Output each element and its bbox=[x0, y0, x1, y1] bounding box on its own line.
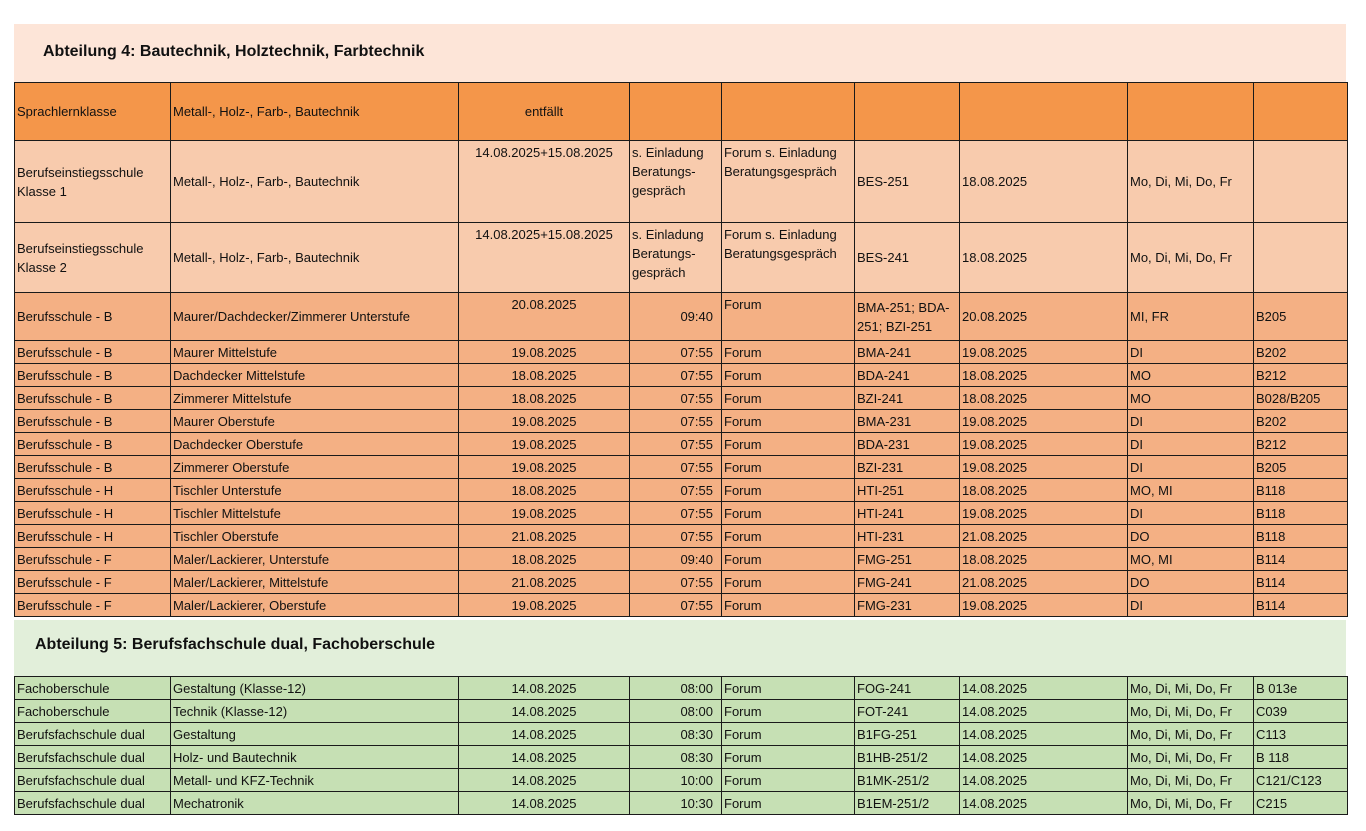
cell-col-8: DI bbox=[1128, 341, 1254, 364]
cell-col-8: Mo, Di, Mi, Do, Fr bbox=[1128, 792, 1254, 815]
cell-col-5: Forum bbox=[722, 792, 855, 815]
cell-col-6 bbox=[855, 83, 960, 141]
table-row bbox=[15, 223, 1348, 293]
cell-col-1: Berufseinstiegsschule Klasse 1 bbox=[15, 141, 171, 223]
cell-col-1: Berufsfachschule dual bbox=[15, 769, 171, 792]
cell-col-3: 14.08.2025 bbox=[459, 792, 630, 815]
cell-col-1: Berufsschule - F bbox=[15, 571, 171, 594]
cell-col-3: 19.08.2025 bbox=[459, 341, 630, 364]
cell-col-9 bbox=[1254, 141, 1348, 223]
cell-col-6: BDA-231 bbox=[855, 433, 960, 456]
cell-col-2: Tischler Unterstufe bbox=[171, 479, 459, 502]
dept5-table bbox=[14, 676, 1348, 815]
cell-col-6: BMA-251; BDA-251; BZI-251 bbox=[855, 293, 960, 341]
cell-col-4: 08:30 bbox=[630, 746, 722, 769]
cell-col-8: Mo, Di, Mi, Do, Fr bbox=[1128, 223, 1254, 293]
cell-col-8: MO, MI bbox=[1128, 479, 1254, 502]
cell-col-5: Forum bbox=[722, 548, 855, 571]
cell-col-6: FOT-241 bbox=[855, 700, 960, 723]
dept4-title: Abteilung 4: Bautechnik, Holztechnik, Farbtechnik bbox=[43, 43, 425, 60]
table-row bbox=[15, 525, 1348, 548]
table-row bbox=[15, 410, 1348, 433]
cell-col-6: HTI-231 bbox=[855, 525, 960, 548]
cell-col-7: 14.08.2025 bbox=[960, 769, 1128, 792]
cell-col-4 bbox=[630, 83, 722, 141]
cell-col-9: B114 bbox=[1254, 571, 1348, 594]
cell-col-9: C215 bbox=[1254, 792, 1348, 815]
cell-col-7: 18.08.2025 bbox=[960, 141, 1128, 223]
cell-col-6: FOG-241 bbox=[855, 677, 960, 700]
table-row bbox=[15, 571, 1348, 594]
dept4-table bbox=[14, 82, 1348, 617]
cell-col-2: Metall- und KFZ-Technik bbox=[171, 769, 459, 792]
cell-col-2: Maurer Oberstufe bbox=[171, 410, 459, 433]
table-row bbox=[15, 479, 1348, 502]
cell-col-9: B212 bbox=[1254, 364, 1348, 387]
cell-col-3: 19.08.2025 bbox=[459, 594, 630, 617]
cell-col-9: B202 bbox=[1254, 410, 1348, 433]
cell-col-7: 14.08.2025 bbox=[960, 677, 1128, 700]
cell-col-3: 18.08.2025 bbox=[459, 479, 630, 502]
cell-col-9: B114 bbox=[1254, 548, 1348, 571]
cell-col-9: B118 bbox=[1254, 479, 1348, 502]
cell-col-8: Mo, Di, Mi, Do, Fr bbox=[1128, 141, 1254, 223]
cell-col-7: 18.08.2025 bbox=[960, 223, 1128, 293]
cell-col-8 bbox=[1128, 83, 1254, 141]
cell-col-6: BZI-231 bbox=[855, 456, 960, 479]
cell-col-5: Forum bbox=[722, 341, 855, 364]
cell-col-4: 07:55 bbox=[630, 410, 722, 433]
table-row bbox=[15, 594, 1348, 617]
cell-col-4: 07:55 bbox=[630, 341, 722, 364]
table-row bbox=[15, 83, 1348, 141]
cell-col-4: 07:55 bbox=[630, 571, 722, 594]
cell-col-6: BZI-241 bbox=[855, 387, 960, 410]
cell-col-1: Fachoberschule bbox=[15, 700, 171, 723]
cell-col-1: Berufsschule - B bbox=[15, 364, 171, 387]
cell-col-3: 19.08.2025 bbox=[459, 456, 630, 479]
table-row bbox=[15, 341, 1348, 364]
cell-col-8: Mo, Di, Mi, Do, Fr bbox=[1128, 700, 1254, 723]
cell-col-6: FMG-251 bbox=[855, 548, 960, 571]
cell-col-7: 18.08.2025 bbox=[960, 548, 1128, 571]
cell-col-2: Technik (Klasse-12) bbox=[171, 700, 459, 723]
cell-col-1: Berufsschule - H bbox=[15, 525, 171, 548]
cell-col-1: Berufsfachschule dual bbox=[15, 723, 171, 746]
cell-col-9: B028/B205 bbox=[1254, 387, 1348, 410]
cell-col-9: B118 bbox=[1254, 502, 1348, 525]
cell-col-3: 14.08.2025+15.08.2025 bbox=[459, 223, 630, 293]
cell-col-1: Fachoberschule bbox=[15, 677, 171, 700]
cell-col-2: Zimmerer Oberstufe bbox=[171, 456, 459, 479]
cell-col-1: Berufsschule - B bbox=[15, 341, 171, 364]
cell-col-2: Metall-, Holz-, Farb-, Bautechnik bbox=[171, 83, 459, 141]
cell-col-6: HTI-241 bbox=[855, 502, 960, 525]
cell-col-3: 19.08.2025 bbox=[459, 410, 630, 433]
table-row bbox=[15, 141, 1348, 223]
cell-col-9: B212 bbox=[1254, 433, 1348, 456]
cell-col-5: Forum bbox=[722, 677, 855, 700]
cell-col-2: Maler/Lackierer, Unterstufe bbox=[171, 548, 459, 571]
cell-col-7: 19.08.2025 bbox=[960, 456, 1128, 479]
cell-col-9: C113 bbox=[1254, 723, 1348, 746]
cell-col-1: Berufsschule - B bbox=[15, 293, 171, 341]
cell-col-7: 19.08.2025 bbox=[960, 502, 1128, 525]
cell-col-4: 09:40 bbox=[630, 548, 722, 571]
cell-col-6: B1MK-251/2 bbox=[855, 769, 960, 792]
cell-col-9: C039 bbox=[1254, 700, 1348, 723]
cell-col-4: 07:55 bbox=[630, 387, 722, 410]
cell-col-2: Gestaltung (Klasse-12) bbox=[171, 677, 459, 700]
cell-col-7: 14.08.2025 bbox=[960, 723, 1128, 746]
cell-col-5: Forum bbox=[722, 723, 855, 746]
cell-col-7: 14.08.2025 bbox=[960, 700, 1128, 723]
cell-col-1: Berufsschule - B bbox=[15, 387, 171, 410]
cell-col-6: BES-251 bbox=[855, 141, 960, 223]
cell-col-2: Dachdecker Oberstufe bbox=[171, 433, 459, 456]
cell-col-9: B114 bbox=[1254, 594, 1348, 617]
cell-col-1: Berufsschule - H bbox=[15, 479, 171, 502]
cell-col-6: FMG-231 bbox=[855, 594, 960, 617]
cell-col-3: 18.08.2025 bbox=[459, 364, 630, 387]
table-row bbox=[15, 502, 1348, 525]
cell-col-4: 08:00 bbox=[630, 677, 722, 700]
cell-col-3: 14.08.2025 bbox=[459, 700, 630, 723]
table-row bbox=[15, 456, 1348, 479]
cell-col-6: FMG-241 bbox=[855, 571, 960, 594]
cell-col-3: 21.08.2025 bbox=[459, 525, 630, 548]
cell-col-7: 21.08.2025 bbox=[960, 525, 1128, 548]
cell-col-5: Forum bbox=[722, 479, 855, 502]
cell-col-4: 07:55 bbox=[630, 594, 722, 617]
cell-col-8: MO bbox=[1128, 364, 1254, 387]
cell-col-8: MO bbox=[1128, 387, 1254, 410]
cell-col-8: DO bbox=[1128, 571, 1254, 594]
cell-col-3: 21.08.2025 bbox=[459, 571, 630, 594]
cell-col-7: 18.08.2025 bbox=[960, 387, 1128, 410]
cell-col-7: 19.08.2025 bbox=[960, 594, 1128, 617]
cell-col-5: Forum bbox=[722, 700, 855, 723]
cell-col-1: Berufsschule - F bbox=[15, 548, 171, 571]
cell-col-9: B205 bbox=[1254, 293, 1348, 341]
table-row bbox=[15, 723, 1348, 746]
cell-col-4: 07:55 bbox=[630, 502, 722, 525]
table-row bbox=[15, 792, 1348, 815]
cell-col-3: 18.08.2025 bbox=[459, 387, 630, 410]
cell-col-4: 07:55 bbox=[630, 479, 722, 502]
cell-col-2: Mechatronik bbox=[171, 792, 459, 815]
cell-col-6: BMA-241 bbox=[855, 341, 960, 364]
table-row bbox=[15, 293, 1348, 341]
dept5-header-band bbox=[14, 620, 1346, 676]
cell-col-4: 08:30 bbox=[630, 723, 722, 746]
cell-col-2: Zimmerer Mittelstufe bbox=[171, 387, 459, 410]
dept4-header-band bbox=[14, 24, 1346, 82]
cell-col-4: 07:55 bbox=[630, 364, 722, 387]
cell-col-3: 14.08.2025 bbox=[459, 723, 630, 746]
cell-col-2: Tischler Oberstufe bbox=[171, 525, 459, 548]
cell-col-7: 19.08.2025 bbox=[960, 341, 1128, 364]
table-row bbox=[15, 746, 1348, 769]
cell-col-9: B 118 bbox=[1254, 746, 1348, 769]
cell-col-3: 20.08.2025 bbox=[459, 293, 630, 341]
cell-col-8: DI bbox=[1128, 433, 1254, 456]
cell-col-4: s. Einladung Beratungs-gespräch bbox=[630, 141, 722, 223]
cell-col-5: Forum bbox=[722, 746, 855, 769]
cell-col-3: 19.08.2025 bbox=[459, 433, 630, 456]
cell-col-5: Forum bbox=[722, 769, 855, 792]
cell-col-5: Forum bbox=[722, 571, 855, 594]
cell-col-4: s. Einladung Beratungs-gespräch bbox=[630, 223, 722, 293]
cell-col-1: Berufsfachschule dual bbox=[15, 746, 171, 769]
cell-col-3: 14.08.2025 bbox=[459, 677, 630, 700]
cell-col-1: Berufsschule - H bbox=[15, 502, 171, 525]
table-row bbox=[15, 769, 1348, 792]
cell-col-6: HTI-251 bbox=[855, 479, 960, 502]
cell-col-1: Berufseinstiegsschule Klasse 2 bbox=[15, 223, 171, 293]
cell-col-7: 19.08.2025 bbox=[960, 410, 1128, 433]
cell-col-2: Maurer/Dachdecker/Zimmerer Unterstufe bbox=[171, 293, 459, 341]
cell-col-1: Sprachlernklasse bbox=[15, 83, 171, 141]
cell-col-4: 10:00 bbox=[630, 769, 722, 792]
cell-col-5 bbox=[722, 83, 855, 141]
dept5-title: Abteilung 5: Berufsfachschule dual, Fachoberschule bbox=[35, 636, 436, 653]
cell-col-3: 14.08.2025 bbox=[459, 746, 630, 769]
cell-col-6: BMA-231 bbox=[855, 410, 960, 433]
cell-col-3: 14.08.2025+15.08.2025 bbox=[459, 141, 630, 223]
cell-col-6: BES-241 bbox=[855, 223, 960, 293]
cell-col-5: Forum bbox=[722, 502, 855, 525]
cell-col-2: Metall-, Holz-, Farb-, Bautechnik bbox=[171, 223, 459, 293]
cell-col-9: B202 bbox=[1254, 341, 1348, 364]
cell-col-5: Forum bbox=[722, 594, 855, 617]
cell-col-8: MO, MI bbox=[1128, 548, 1254, 571]
cell-col-2: Holz- und Bautechnik bbox=[171, 746, 459, 769]
table-row bbox=[15, 548, 1348, 571]
cell-col-6: B1EM-251/2 bbox=[855, 792, 960, 815]
cell-col-2: Dachdecker Mittelstufe bbox=[171, 364, 459, 387]
table-row bbox=[15, 433, 1348, 456]
cell-col-9: C121/C123 bbox=[1254, 769, 1348, 792]
cell-col-8: DO bbox=[1128, 525, 1254, 548]
cell-col-9 bbox=[1254, 83, 1348, 141]
cell-col-3: 18.08.2025 bbox=[459, 548, 630, 571]
cell-col-7 bbox=[960, 83, 1128, 141]
cell-col-4: 09:40 bbox=[630, 293, 722, 341]
cell-col-5: Forum bbox=[722, 364, 855, 387]
cell-col-8: Mo, Di, Mi, Do, Fr bbox=[1128, 677, 1254, 700]
cell-col-8: Mo, Di, Mi, Do, Fr bbox=[1128, 769, 1254, 792]
cell-col-6: B1HB-251/2 bbox=[855, 746, 960, 769]
cell-col-5: Forum bbox=[722, 410, 855, 433]
cell-col-9 bbox=[1254, 223, 1348, 293]
cell-col-8: Mo, Di, Mi, Do, Fr bbox=[1128, 723, 1254, 746]
table-row bbox=[15, 700, 1348, 723]
cell-col-9: B118 bbox=[1254, 525, 1348, 548]
cell-col-5: Forum bbox=[722, 433, 855, 456]
cell-col-2: Gestaltung bbox=[171, 723, 459, 746]
cell-col-1: Berufsschule - B bbox=[15, 410, 171, 433]
cell-col-4: 10:30 bbox=[630, 792, 722, 815]
cell-col-2: Metall-, Holz-, Farb-, Bautechnik bbox=[171, 141, 459, 223]
cell-col-7: 14.08.2025 bbox=[960, 746, 1128, 769]
cell-col-5: Forum s. Einladung Beratungsgespräch bbox=[722, 223, 855, 293]
cell-col-9: B205 bbox=[1254, 456, 1348, 479]
cell-col-1: Berufsschule - F bbox=[15, 594, 171, 617]
cell-col-5: Forum bbox=[722, 293, 855, 341]
table-row bbox=[15, 387, 1348, 410]
cell-col-6: B1FG-251 bbox=[855, 723, 960, 746]
cell-col-9: B 013e bbox=[1254, 677, 1348, 700]
cell-col-7: 18.08.2025 bbox=[960, 364, 1128, 387]
cell-col-2: Maler/Lackierer, Mittelstufe bbox=[171, 571, 459, 594]
cell-col-8: DI bbox=[1128, 594, 1254, 617]
cell-col-7: 21.08.2025 bbox=[960, 571, 1128, 594]
cell-col-5: Forum bbox=[722, 456, 855, 479]
cell-col-7: 20.08.2025 bbox=[960, 293, 1128, 341]
cell-col-5: Forum s. Einladung Beratungsgespräch bbox=[722, 141, 855, 223]
cell-col-2: Tischler Mittelstufe bbox=[171, 502, 459, 525]
table-row bbox=[15, 677, 1348, 700]
cell-col-8: Mo, Di, Mi, Do, Fr bbox=[1128, 746, 1254, 769]
cell-col-4: 07:55 bbox=[630, 525, 722, 548]
cell-col-1: Berufsschule - B bbox=[15, 433, 171, 456]
cell-col-5: Forum bbox=[722, 525, 855, 548]
cell-col-4: 07:55 bbox=[630, 456, 722, 479]
cell-col-3: entfällt bbox=[459, 83, 630, 141]
cell-col-2: Maurer Mittelstufe bbox=[171, 341, 459, 364]
cell-col-5: Forum bbox=[722, 387, 855, 410]
cell-col-4: 07:55 bbox=[630, 433, 722, 456]
cell-col-3: 14.08.2025 bbox=[459, 769, 630, 792]
cell-col-8: MI, FR bbox=[1128, 293, 1254, 341]
cell-col-2: Maler/Lackierer, Oberstufe bbox=[171, 594, 459, 617]
cell-col-8: DI bbox=[1128, 456, 1254, 479]
cell-col-7: 14.08.2025 bbox=[960, 792, 1128, 815]
cell-col-1: Berufsfachschule dual bbox=[15, 792, 171, 815]
cell-col-3: 19.08.2025 bbox=[459, 502, 630, 525]
cell-col-8: DI bbox=[1128, 410, 1254, 433]
cell-col-7: 19.08.2025 bbox=[960, 433, 1128, 456]
cell-col-6: BDA-241 bbox=[855, 364, 960, 387]
cell-col-7: 18.08.2025 bbox=[960, 479, 1128, 502]
cell-col-4: 08:00 bbox=[630, 700, 722, 723]
cell-col-1: Berufsschule - B bbox=[15, 456, 171, 479]
table-row bbox=[15, 364, 1348, 387]
cell-col-8: DI bbox=[1128, 502, 1254, 525]
